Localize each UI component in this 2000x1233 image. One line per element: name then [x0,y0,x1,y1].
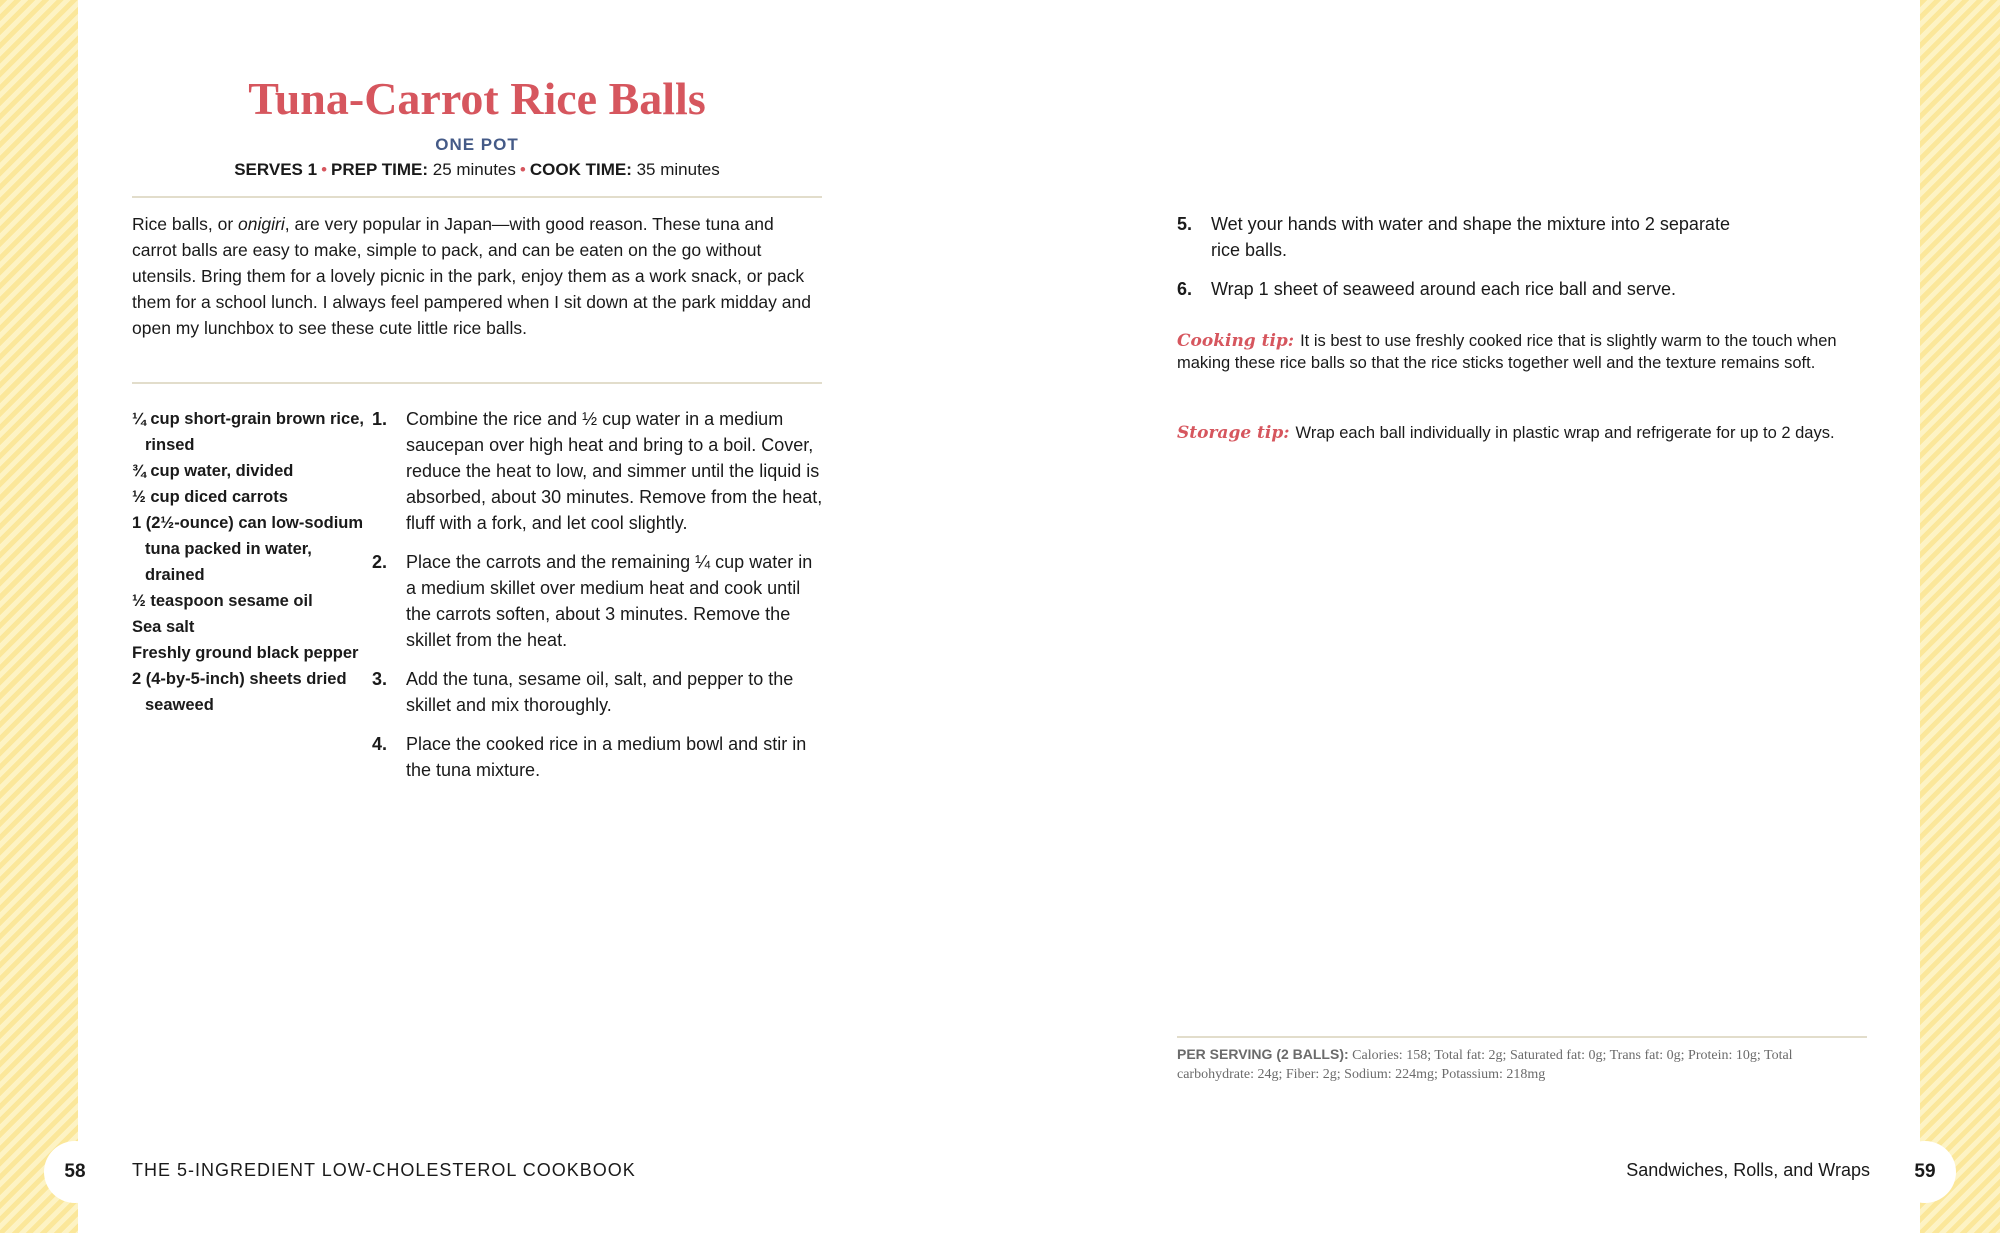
ingredient-item: ¾ cup water, divided [132,462,294,480]
cook-time-label: COOK TIME: [529,160,632,179]
left-page-border [0,0,78,1233]
cooking-tip-label: Cooking tip: [1177,331,1295,351]
separator-dot: • [321,160,328,179]
cooking-tip-text: It is best to use freshly cooked rice that is slightly warm to the touch when making these rice balls so that the rice sticks together well and the texture remains soft. [1177,332,1837,372]
nutrition-label: PER SERVING (2 BALLS): [1177,1046,1349,1062]
ingredient-item: Freshly ground black pepper [132,644,359,662]
ingredients-list [132,406,372,718]
divider-nutrition [1177,1036,1867,1038]
storage-tip-label: Storage tip: [1177,423,1290,443]
ingredient-item: ½ cup diced carrots [132,488,288,506]
step-item [1177,276,1737,302]
ingredient-item: ½ teaspoon sesame oil [132,592,313,610]
storage-tip [1177,422,1862,444]
step-number: 1. [372,409,388,429]
page-number-left: 58 [44,1141,106,1203]
ingredient-item: 2 (4-by-5-inch) sheets dried seaweed [132,670,347,714]
prep-time-value: 25 minutes [432,160,516,179]
steps-list-left [372,406,824,796]
steps-list-right [1177,211,1737,315]
step-number: 4. [372,734,388,754]
step-item [372,666,824,718]
step-number: 2. [372,552,388,572]
cooking-tip [1177,330,1862,374]
serves-label: SERVES 1 [234,160,318,179]
ingredient-item: ¼ cup short-grain brown rice, rinsed [132,410,364,454]
storage-tip-text: Wrap each ball individually in plastic wrap and refrigerate for up to 2 days. [1295,424,1835,442]
step-text: Wet your hands with water and shape the mixture into 2 separate rice balls. [1211,214,1730,260]
page-number-right: 59 [1894,1141,1956,1203]
divider-top [132,196,822,198]
recipe-intro [132,211,822,341]
step-item [372,406,824,536]
step-text: Wrap 1 sheet of seaweed around each rice ball and serve. [1211,279,1676,299]
cook-time-value: 35 minutes [636,160,720,179]
separator-dot: • [519,160,526,179]
ingredient-item: Sea salt [132,618,195,636]
step-item [1177,211,1737,263]
right-page-border [1920,0,2000,1233]
step-text: Place the cooked rice in a medium bowl and stir in the tuna mixture. [406,734,807,780]
nutrition-info [1177,1045,1867,1084]
intro-text-start: Rice balls, or [132,214,239,234]
step-text: Place the carrots and the remaining ¼ cup water in a medium skillet over medium heat and cook until the carrots soften, about 3 minutes. Remove the skillet from the heat. [406,552,813,650]
step-item [372,731,824,783]
recipe-subtitle: ONE POT [435,135,519,154]
prep-time-label: PREP TIME: [331,160,428,179]
recipe-meta [132,160,822,180]
chapter-title-footer: Sandwiches, Rolls, and Wraps [1626,1160,1870,1180]
step-text: Combine the rice and ½ cup water in a medium saucepan over high heat and bring to a boil. Cover, reduce the heat to low, and simmer until the liquid is absorbed, about 30 minutes. Remove from the heat, fluff with a fork, and let cool slightly. [406,409,823,533]
step-number: 5. [1177,214,1193,234]
recipe-title: Tuna-Carrot Rice Balls [248,73,706,124]
step-number: 3. [372,669,388,689]
book-title-footer: THE 5-INGREDIENT LOW-CHOLESTEROL COOKBOOK [132,1160,636,1180]
intro-italic-term: onigiri [238,214,285,234]
step-text: Add the tuna, sesame oil, salt, and pepper to the skillet and mix thoroughly. [406,669,794,715]
step-number: 6. [1177,279,1193,299]
nutrition-text: Calories: 158; Total fat: 2g; Saturated fat: 0g; Trans fat: 0g; Protein: 10g; Total carbohydrate: 24g; Fiber: 2g; Sodium: 224mg; Potassium: 218mg [1177,1048,1793,1082]
divider-middle [132,382,822,384]
intro-text-end: , are very popular in Japan—with good reason. These tuna and carrot balls are easy to make, simple to pack, and can be eaten on the go without utensils. Bring them for a lovely picnic in the park, enjoy them as a work snack, or pack them for a school lunch. I always feel pampered when I sit down at the park midday and open my lunchbox to see these cute little rice balls. [132,214,811,338]
ingredient-item: 1 (2½-ounce) can low-sodium tuna packed in water, drained [132,514,364,584]
step-item [372,549,824,653]
